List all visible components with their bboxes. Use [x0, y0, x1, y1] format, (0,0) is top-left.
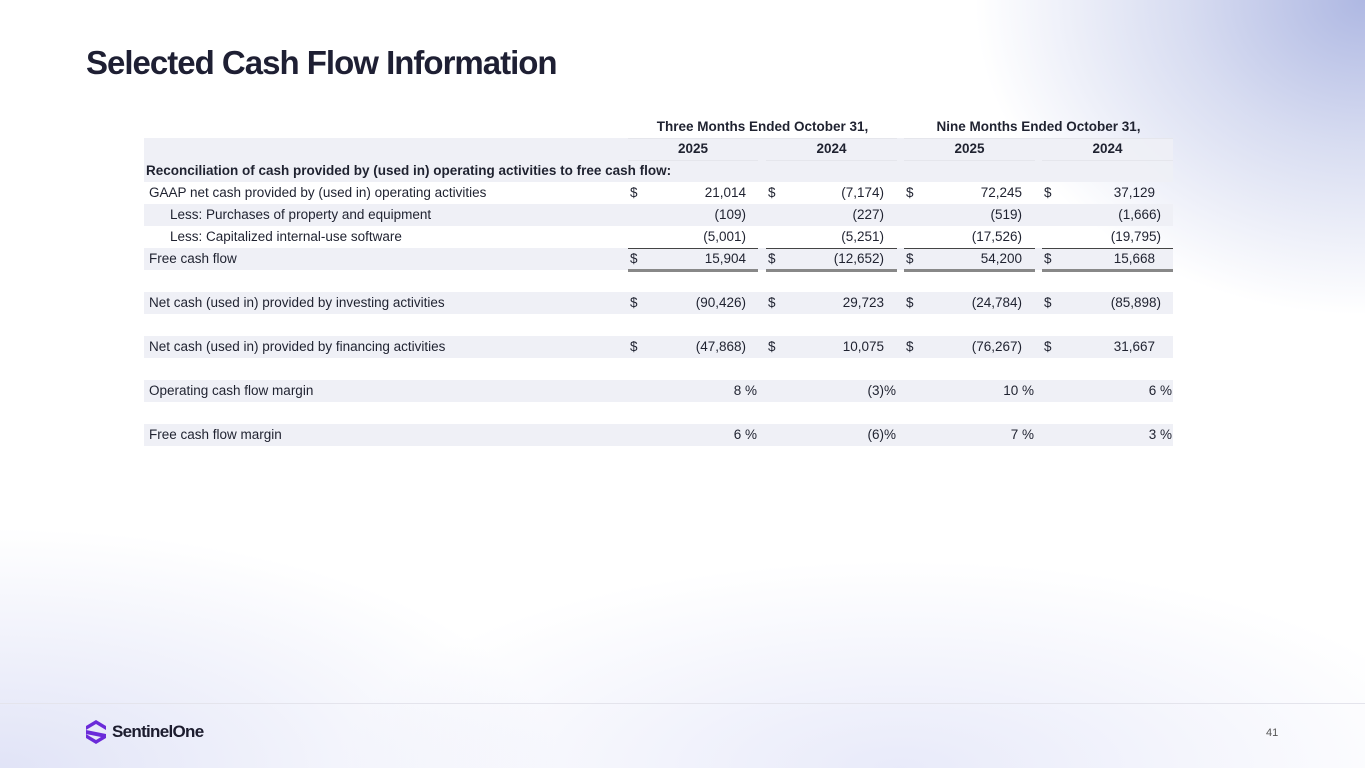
slide-title: Selected Cash Flow Information	[86, 44, 557, 81]
header-group-row	[144, 116, 1173, 138]
value-cell: (90,426)	[695, 295, 746, 310]
value-cell: 7 %	[1010, 427, 1034, 442]
value-cell: (85,898)	[1110, 295, 1161, 310]
value-cell: (1,666)	[1118, 207, 1161, 222]
brand-logo	[86, 720, 204, 744]
table-row	[144, 380, 1173, 402]
header-year: 2024	[766, 138, 897, 161]
currency-symbol: $	[1044, 251, 1052, 266]
currency-symbol: $	[906, 251, 914, 266]
table-row	[144, 424, 1173, 446]
value-cell: (7,174)	[841, 185, 884, 200]
currency-symbol: $	[1044, 339, 1052, 354]
currency-symbol: $	[1044, 295, 1052, 310]
currency-symbol: $	[630, 185, 638, 200]
row-label: Free cash flow margin	[149, 427, 282, 442]
header-year-row	[144, 138, 1173, 160]
value-cell: 37,129	[1113, 185, 1155, 200]
page-number: 41	[1266, 727, 1279, 739]
value-cell: 54,200	[980, 251, 1022, 266]
table-row	[144, 182, 1173, 204]
value-cell: 29,723	[842, 295, 884, 310]
table-row	[144, 226, 1173, 248]
value-cell: (19,795)	[1110, 229, 1161, 244]
brand-name: SentinelOne	[112, 722, 204, 741]
value-cell: (5,001)	[703, 229, 746, 244]
value-cell: 72,245	[980, 185, 1022, 200]
currency-symbol: $	[906, 339, 914, 354]
currency-symbol: $	[768, 251, 776, 266]
table-row-subtotal	[144, 248, 1173, 270]
row-label: Less: Capitalized internal-use software	[170, 229, 402, 244]
value-cell: (3)%	[867, 383, 896, 398]
currency-symbol: $	[768, 185, 776, 200]
header-nine-months: Nine Months Ended October 31,	[904, 116, 1173, 139]
value-cell: 21,014	[704, 185, 746, 200]
value-cell: (6)%	[867, 427, 896, 442]
section-heading-row	[144, 160, 1173, 182]
currency-symbol: $	[630, 339, 638, 354]
sentinelone-logo-icon	[86, 720, 106, 744]
value-cell: 10,075	[842, 339, 884, 354]
header-three-months: Three Months Ended October 31,	[628, 116, 897, 139]
value-cell: (24,784)	[971, 295, 1022, 310]
row-label: Net cash (used in) provided by investing activities	[149, 295, 445, 310]
value-cell: 15,904	[704, 251, 746, 266]
value-cell: (5,251)	[841, 229, 884, 244]
value-cell: 31,667	[1113, 339, 1155, 354]
currency-symbol: $	[768, 295, 776, 310]
value-cell: 10 %	[1003, 383, 1034, 398]
row-label: Less: Purchases of property and equipment	[170, 207, 432, 222]
spacer-row	[144, 358, 1173, 380]
row-label: Operating cash flow margin	[149, 383, 314, 398]
value-cell: (519)	[990, 207, 1022, 222]
currency-symbol: $	[630, 251, 638, 266]
currency-symbol: $	[906, 185, 914, 200]
currency-symbol: $	[630, 295, 638, 310]
row-label: GAAP net cash provided by (used in) operating activities	[149, 185, 487, 200]
section-heading: Reconciliation of cash provided by (used in) operating activities to free cash flow:	[146, 163, 672, 178]
header-year: 2024	[1042, 138, 1173, 161]
spacer-row	[144, 314, 1173, 336]
value-cell: 6 %	[1148, 383, 1172, 398]
cash-flow-table	[144, 116, 1173, 446]
table-row	[144, 336, 1173, 358]
row-label: Free cash flow	[149, 251, 237, 266]
value-cell: (12,652)	[833, 251, 884, 266]
table-row	[144, 292, 1173, 314]
currency-symbol: $	[906, 295, 914, 310]
value-cell: (17,526)	[971, 229, 1022, 244]
row-label: Net cash (used in) provided by financing activities	[149, 339, 446, 354]
header-year: 2025	[628, 138, 758, 161]
currency-symbol: $	[768, 339, 776, 354]
table-row	[144, 204, 1173, 226]
value-cell: 15,668	[1113, 251, 1155, 266]
header-year: 2025	[904, 138, 1035, 161]
value-cell: (47,868)	[695, 339, 746, 354]
value-cell: (227)	[852, 207, 884, 222]
value-cell: 3 %	[1148, 427, 1172, 442]
value-cell: (109)	[714, 207, 746, 222]
value-cell: (76,267)	[971, 339, 1022, 354]
value-cell: 8 %	[733, 383, 757, 398]
currency-symbol: $	[1044, 185, 1052, 200]
value-cell: 6 %	[733, 427, 757, 442]
spacer-row	[144, 270, 1173, 292]
spacer-row	[144, 402, 1173, 424]
footer-divider	[0, 703, 1365, 704]
